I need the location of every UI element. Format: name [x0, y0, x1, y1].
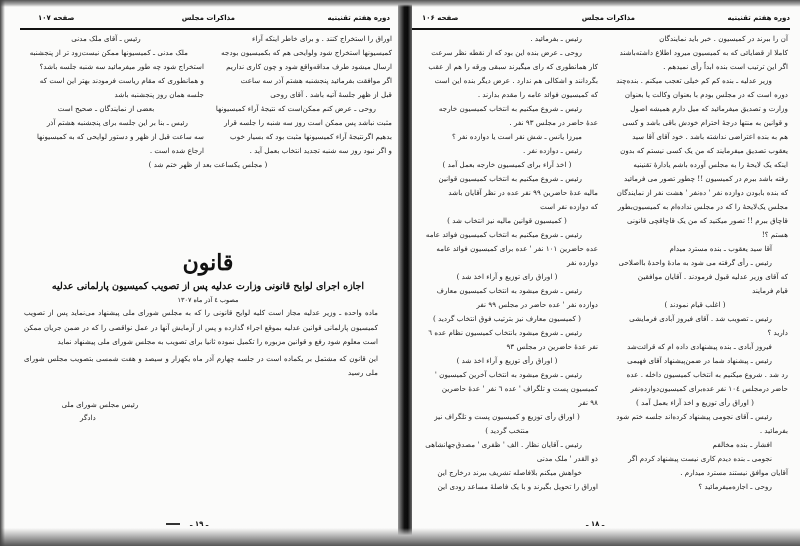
text-line: ( اوراق رای توزیع و آراء اخذ شد )	[456, 272, 558, 281]
text-line: بفرمائید .	[759, 426, 788, 435]
text-line: هستم ؟!	[761, 230, 788, 239]
text-line: کار همانطوری که رای میگیرند سبقی ورقه را هم از عقب	[428, 62, 598, 71]
text-line: که دوازده نفر است	[540, 202, 598, 211]
header-rule	[412, 28, 790, 30]
text-line: قیام فرمایند	[752, 286, 788, 295]
text-line: رئیس ـ بفرمائید .	[530, 34, 582, 43]
left-page-header	[20, 14, 390, 26]
text-line: که بنده بابودن دوازده نفر ' ده‌نفر ' هشت نفر از نمایندگان	[616, 188, 788, 197]
text-line: منتخب گردید )	[485, 426, 529, 435]
text-line: و اگر نبود روز سه شنبه تجدید انتخاب بعمل آید .	[249, 146, 392, 155]
text-line: روحی ـ عرض کنم ممکن‌است که نتیجهٔ آراء کمیسیونها	[215, 104, 376, 113]
text-line: رئیس ـ آقای ملک مدنی	[71, 34, 141, 43]
law-heading: قانون	[182, 250, 234, 276]
text-line: رئیس ـ شروع میشود به انتخاب آخرین کمیسیون '	[434, 370, 582, 379]
text-line: سه ساعت قبل از ظهر و دستور لوایحی که به کمیسیونها	[36, 132, 204, 141]
text-line: فیروز آبادی ـ بنده پیشنهادی داده ام که قرائت‌شد	[627, 342, 772, 351]
text-line: اوراق را استخراج کنند . و برای خاطر اینکه آراء	[251, 34, 392, 43]
law-enactment: این قانون که مشتمل بر یکماده است در جلسه چهارم آذر ماه یکهزار و سیصد و هفت شمسی بتصویب مجلس شورای ملی رسید	[24, 353, 378, 377]
text-line: استخراج شود چه طور میفرمائید سه شنبه جلسه باشد؟	[39, 62, 204, 71]
text-line: رد شد . شروع میکنیم به انتخاب کمیسیون داخله . عده	[626, 370, 788, 379]
text-line: که آقای وزیر عدلیه قبول فرمودند . آقایان موافقین	[637, 272, 788, 281]
scan-top-edge	[0, 0, 800, 7]
text-line: رئیس ـ دوازده نفر .	[522, 146, 582, 155]
law-approval-date: مصوب ٤ آذر ماه ۱۳۰۷	[177, 296, 239, 304]
closing-note-text: ( مجلس یکساعت بعد از ظهر ختم شد )	[148, 160, 268, 169]
text-line: رئیس ـ بنا بر این جلسه برای پنجشنبه هشتم آذر	[46, 118, 188, 127]
journal-name: دوره هفتم تقنینیه	[327, 14, 390, 22]
text-line: وزیر عدلیه ـ بنده کم کم خیلی تعجب میکنم . بنده‌چند	[616, 76, 772, 85]
left-page	[0, 0, 398, 546]
text-line: رئیس ـ شروع میشود بانتخاب کمیسیون نظام عده ٦	[428, 328, 582, 337]
text-line: دوره است که در مجلس بودم با بعنوان وکالت یا بعنوان	[624, 90, 788, 99]
text-line: آن را ببرند در کمیسیون . خبر باید نمایندگان	[659, 34, 788, 43]
text-line: مجلس یک‌لایحهٔ را که در مجلس نداده‌ام به کمیسیون‌بطور	[617, 202, 788, 211]
text-line: نفر عدهٔ حاضرین در مجلس ۹۳	[506, 342, 598, 351]
page-label: صفحه ۱۰۷	[38, 14, 75, 22]
text-line: رفته باشد ببرم در کمیسیون !! چطور تصور می فرمائید	[624, 174, 788, 183]
text-line: رئیس ـ تصویب شد . آقای فیروز آبادی فرمایشی	[629, 314, 772, 323]
text-line: بعضی از نمایندگان ـ صحیح است	[57, 104, 155, 113]
text-line: ملک مدنی ـ کمیسیونها ممکن نیست‌زود تر از پنجشنبه	[29, 48, 188, 57]
law-subtitle: اجازه اجرای لوایح قانونی وزارت عدلیه پس از تصویب کمیسیون پارلمانی عدلیه	[51, 281, 365, 292]
text-line: کمیسیونها استخراج شود ولوایحی هم که بکمیسیون بودجه	[221, 48, 392, 57]
text-line: ( اوراق رأی توزیع و آراء اخذ شد )	[456, 356, 558, 365]
law-signature	[50, 398, 150, 424]
text-line: دوازده نفر ' عده حاضر در مجلس ۹۹ نفر	[476, 300, 598, 309]
text-line: رئیس ـ شروع میکنیم به انتخاب کمیسیون قوانین	[438, 174, 582, 183]
text-line: کمیسیون پست و تلگراف ' عده ٦ نفر ' عدهٔ حاضرین	[441, 384, 598, 393]
text-line: حاضر درمجلس ۱۰٤ نفر عده‌برای کمیسیون‌دوازده‌نفر	[630, 384, 788, 393]
page-number: ـ ۱۹ ـ	[190, 520, 209, 528]
right-page	[412, 0, 800, 546]
session-closing-note	[24, 158, 392, 172]
left-page-right-column	[208, 32, 392, 158]
text-line: رئیس ـ رأی گرفته می شود به مادهٔ واحدهٔ بااصلاحی	[618, 258, 772, 267]
header-rule	[20, 28, 390, 30]
text-line: افشار ـ بنده مخالفم	[712, 440, 772, 449]
text-line: مالیه عدهٔ حاضرین ۹۹ نفر عده در نظر آقایان باشد	[448, 188, 598, 197]
text-line: رئیس ـ شروع میشود به انتخاب کمیسیون معارف	[436, 286, 582, 295]
text-line: روحی ـ عرض بنده این بود که از نقطه نظر سرعت	[431, 48, 582, 57]
text-line: بدهیم اگرنتیجهٔ آراء کمیسیونها مثبت بود که بسیار خوب	[230, 132, 392, 141]
text-line: کاملا از قضایائی که به کمیسیون میرود اطلاع داشته‌باشند	[619, 48, 788, 57]
text-line: ذو القدر ' ملک مدنی	[536, 454, 598, 463]
signature-name: دادگر	[80, 413, 96, 422]
law-article: ماده واحده ـ وزیر عدلیه مجاز است کلیه لوایح قانونی را که به مجلس شورای ملی پیشنهاد می‌نماید پس از تصویب کمیسیون پارلمانی قوانین عدلیه بموقع اجراء گذارده و پس از آزمایش آنها در عمل نواقصی را که در ضمن جریان ممکن است معلوم شود رفع و قوانین مزبوره را تکمیل نموده ثانیا برای تصویب به مجلس شورای ملی پیشنهاد نماید	[24, 308, 378, 346]
right-page-right-column	[602, 32, 788, 494]
text-line: ( کمیسیون معارف نیز بترتیب فوق انتخاب گردید )	[433, 314, 581, 323]
scan-bottom-edge	[0, 528, 800, 546]
book-gutter	[398, 0, 412, 546]
page-label: صفحه ۱۰۶	[422, 14, 459, 22]
text-line: آقا سید یعقوب ـ بنده مسترد میدام	[669, 244, 772, 253]
text-line: یعقوب تصدیق میفرمایند که من یک کسی نیستم که بدون	[620, 146, 788, 155]
text-line: رئیس ـ آقای نجومی پیشنهاد کرده‌اند جلسه ختم شود	[616, 412, 772, 421]
text-line: رئیس ـ پیشنهاد شما در ضمن‌پیشنهاد آقای فهیمی	[627, 356, 772, 365]
journal-name: دوره هفتم تقنینیه	[727, 14, 790, 22]
text-line: و قوانین به منتها درجهٔ احترام خودش باقی باشد و کسی	[622, 118, 788, 127]
text-line: قبل از ظهر جلسهٔ آتیه باشد . آقای روحی	[270, 90, 392, 99]
text-line: وزارت و تصدیق میفرمائید که میل دارم همیشه اصول	[630, 104, 788, 113]
text-line: دوازده نفر	[567, 258, 598, 267]
text-line: ( کمیسیون قوانین مالیه نیز انتخاب شد )	[447, 216, 567, 225]
scan-left-edge	[0, 0, 5, 546]
text-line: ( اوراق رأی توزیع و کمیسیون پست و تلگراف نیز	[434, 412, 580, 421]
left-page-left-column	[24, 32, 204, 158]
header-title: مذاکرات مجلس	[581, 14, 635, 22]
text-line: اگر این ترتیب است بنده ابداً رأی نمیدهم .	[663, 62, 788, 71]
text-line: بگردانند و اشکالی هم ندارد . عرض دیگر بنده این است	[434, 76, 598, 85]
text-line: ارجاع شده است .	[149, 146, 204, 155]
signature-title: رئیس مجلس شورای ملی	[61, 400, 139, 409]
text-line: ارسال میشود طرف مداقه‌واقع شود و چون کاری نداریم	[226, 62, 392, 71]
text-line: اوراق را تحویل بگیرند و با یک فاصلهٔ مساعد زودی این	[437, 482, 598, 491]
text-line: عده حاضرین ۱۰۱ نفر ' عده برای کمیسیون فوائد عامه	[436, 244, 598, 253]
text-line: دارید ؟	[767, 328, 788, 337]
text-line: رئیس ـ شروع میکنیم به انتخاب کمیسیون فوائد عامه	[425, 230, 582, 239]
ink-smudge	[166, 523, 180, 525]
text-line: قاچاق ببرم !! تصور میکنید که من یک قاچاقچی قانونی	[627, 216, 788, 225]
page-number: ـ ۱۸ ـ	[586, 520, 605, 528]
text-line: ( اغلب قیام نمودند )	[664, 300, 726, 309]
text-line: ( اخذ آراء برای کمیسیون خارجه بعمل آمد )	[442, 160, 572, 169]
text-line: جلسه همان روز پنجشنبه باشد	[114, 90, 204, 99]
text-line: نجومی ـ بنده دیدم کاری نیست پیشنهاد کردم اگر	[628, 454, 772, 463]
text-line: خواهش میکنم بلافاصله تشریف ببرند درخارج این	[437, 468, 582, 477]
right-page-left-column	[416, 32, 598, 494]
text-line: ( اوراق رأی توزیع و اخذ آراء بعمل آمد )	[635, 398, 754, 407]
text-line: میرزا یانس ـ شش نفر است یا دوازده نفر ؟	[451, 132, 582, 141]
text-line: که کمیسیون فوائد عامه را مقدم بدارند .	[477, 90, 598, 99]
text-line: اینکه یک لایحهٔ را به مجلس آورده باشم یادارهٔ تقنینیه	[633, 160, 788, 169]
text-line: ۹۸ نفر	[578, 398, 598, 407]
right-page-header	[412, 14, 790, 26]
law-body	[24, 306, 394, 381]
text-line: آقایان موافق نیستند مسترد میدارم .	[680, 468, 788, 477]
header-title: مذاکرات مجلس	[181, 14, 235, 22]
text-line: عدهٔ حاضر در مجلس ۹۳ نفر .	[509, 118, 598, 127]
text-line: رئیس ـ شروع میکنیم به انتخاب کمیسیون خارجه	[438, 104, 582, 113]
text-line: مثبت نباشد پس ممکن است روز سه شنبه را جلسه قرار	[224, 118, 392, 127]
text-line: و همانطوری که مقام ریاست فرمودند بهتر این است که	[39, 76, 204, 85]
text-line: هم به بنده اعتراضی نداشته باشد . خود آقای آقا سید	[632, 132, 788, 141]
text-line: روحی ـ اجازه‌میفرمائید ؟	[698, 482, 772, 491]
text-line: رئیس ـ آقایان نظار . الف ' ظفری ' مصدق‌جهانشاهی	[425, 440, 582, 449]
text-line: اگر موافقت بفرمائید پنجشنبه هشتم آذر سه ساعت	[240, 76, 392, 85]
